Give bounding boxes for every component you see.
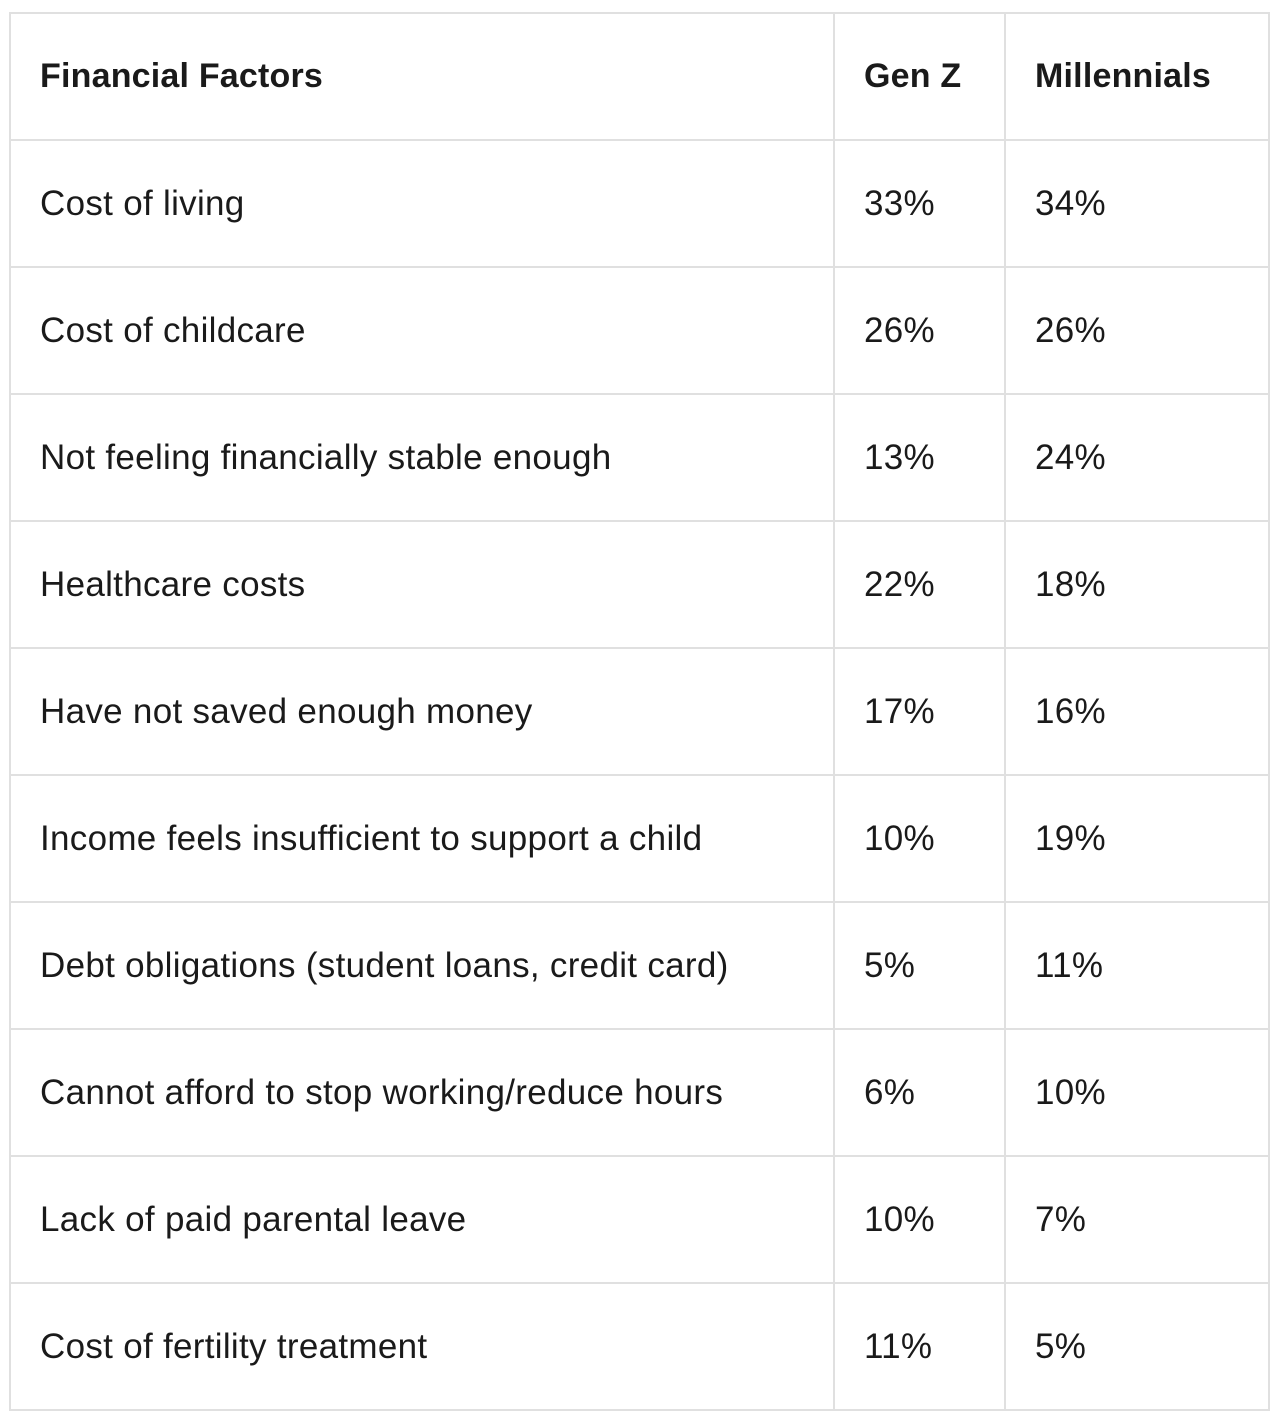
gen-z-cell: 10% xyxy=(834,1156,1005,1283)
header-row xyxy=(10,13,1269,140)
millennials-cell: 16% xyxy=(1005,648,1269,775)
gen-z-cell: 17% xyxy=(834,648,1005,775)
table-row xyxy=(10,775,1269,902)
millennials-cell: 11% xyxy=(1005,902,1269,1029)
gen-z-cell: 5% xyxy=(834,902,1005,1029)
factor-cell: Cost of fertility treatment xyxy=(10,1283,834,1410)
gen-z-cell: 13% xyxy=(834,394,1005,521)
factor-cell: Not feeling financially stable enough xyxy=(10,394,834,521)
financial-factors-table xyxy=(9,12,1270,1411)
header-gen-z: Gen Z xyxy=(834,13,1005,140)
gen-z-cell: 11% xyxy=(834,1283,1005,1410)
millennials-cell: 7% xyxy=(1005,1156,1269,1283)
factor-cell: Cannot afford to stop working/reduce hours xyxy=(10,1029,834,1156)
gen-z-cell: 10% xyxy=(834,775,1005,902)
millennials-cell: 26% xyxy=(1005,267,1269,394)
millennials-cell: 34% xyxy=(1005,140,1269,267)
factor-cell: Cost of childcare xyxy=(10,267,834,394)
factor-cell: Cost of living xyxy=(10,140,834,267)
table-row xyxy=(10,140,1269,267)
millennials-cell: 5% xyxy=(1005,1283,1269,1410)
table-body xyxy=(10,140,1269,1410)
gen-z-cell: 6% xyxy=(834,1029,1005,1156)
header-millennials: Millennials xyxy=(1005,13,1269,140)
table-row xyxy=(10,521,1269,648)
header-financial-factors: Financial Factors xyxy=(10,13,834,140)
table-row xyxy=(10,1029,1269,1156)
millennials-cell: 19% xyxy=(1005,775,1269,902)
table-row xyxy=(10,902,1269,1029)
millennials-cell: 10% xyxy=(1005,1029,1269,1156)
table-row xyxy=(10,1283,1269,1410)
table-row xyxy=(10,267,1269,394)
gen-z-cell: 26% xyxy=(834,267,1005,394)
gen-z-cell: 33% xyxy=(834,140,1005,267)
table-row xyxy=(10,648,1269,775)
factor-cell: Healthcare costs xyxy=(10,521,834,648)
factor-cell: Debt obligations (student loans, credit card) xyxy=(10,902,834,1029)
table-row xyxy=(10,394,1269,521)
factor-cell: Have not saved enough money xyxy=(10,648,834,775)
gen-z-cell: 22% xyxy=(834,521,1005,648)
financial-factors-table-container xyxy=(9,12,1268,1411)
factor-cell: Lack of paid parental leave xyxy=(10,1156,834,1283)
table-header xyxy=(10,13,1269,140)
millennials-cell: 24% xyxy=(1005,394,1269,521)
table-row xyxy=(10,1156,1269,1283)
factor-cell: Income feels insufficient to support a child xyxy=(10,775,834,902)
millennials-cell: 18% xyxy=(1005,521,1269,648)
